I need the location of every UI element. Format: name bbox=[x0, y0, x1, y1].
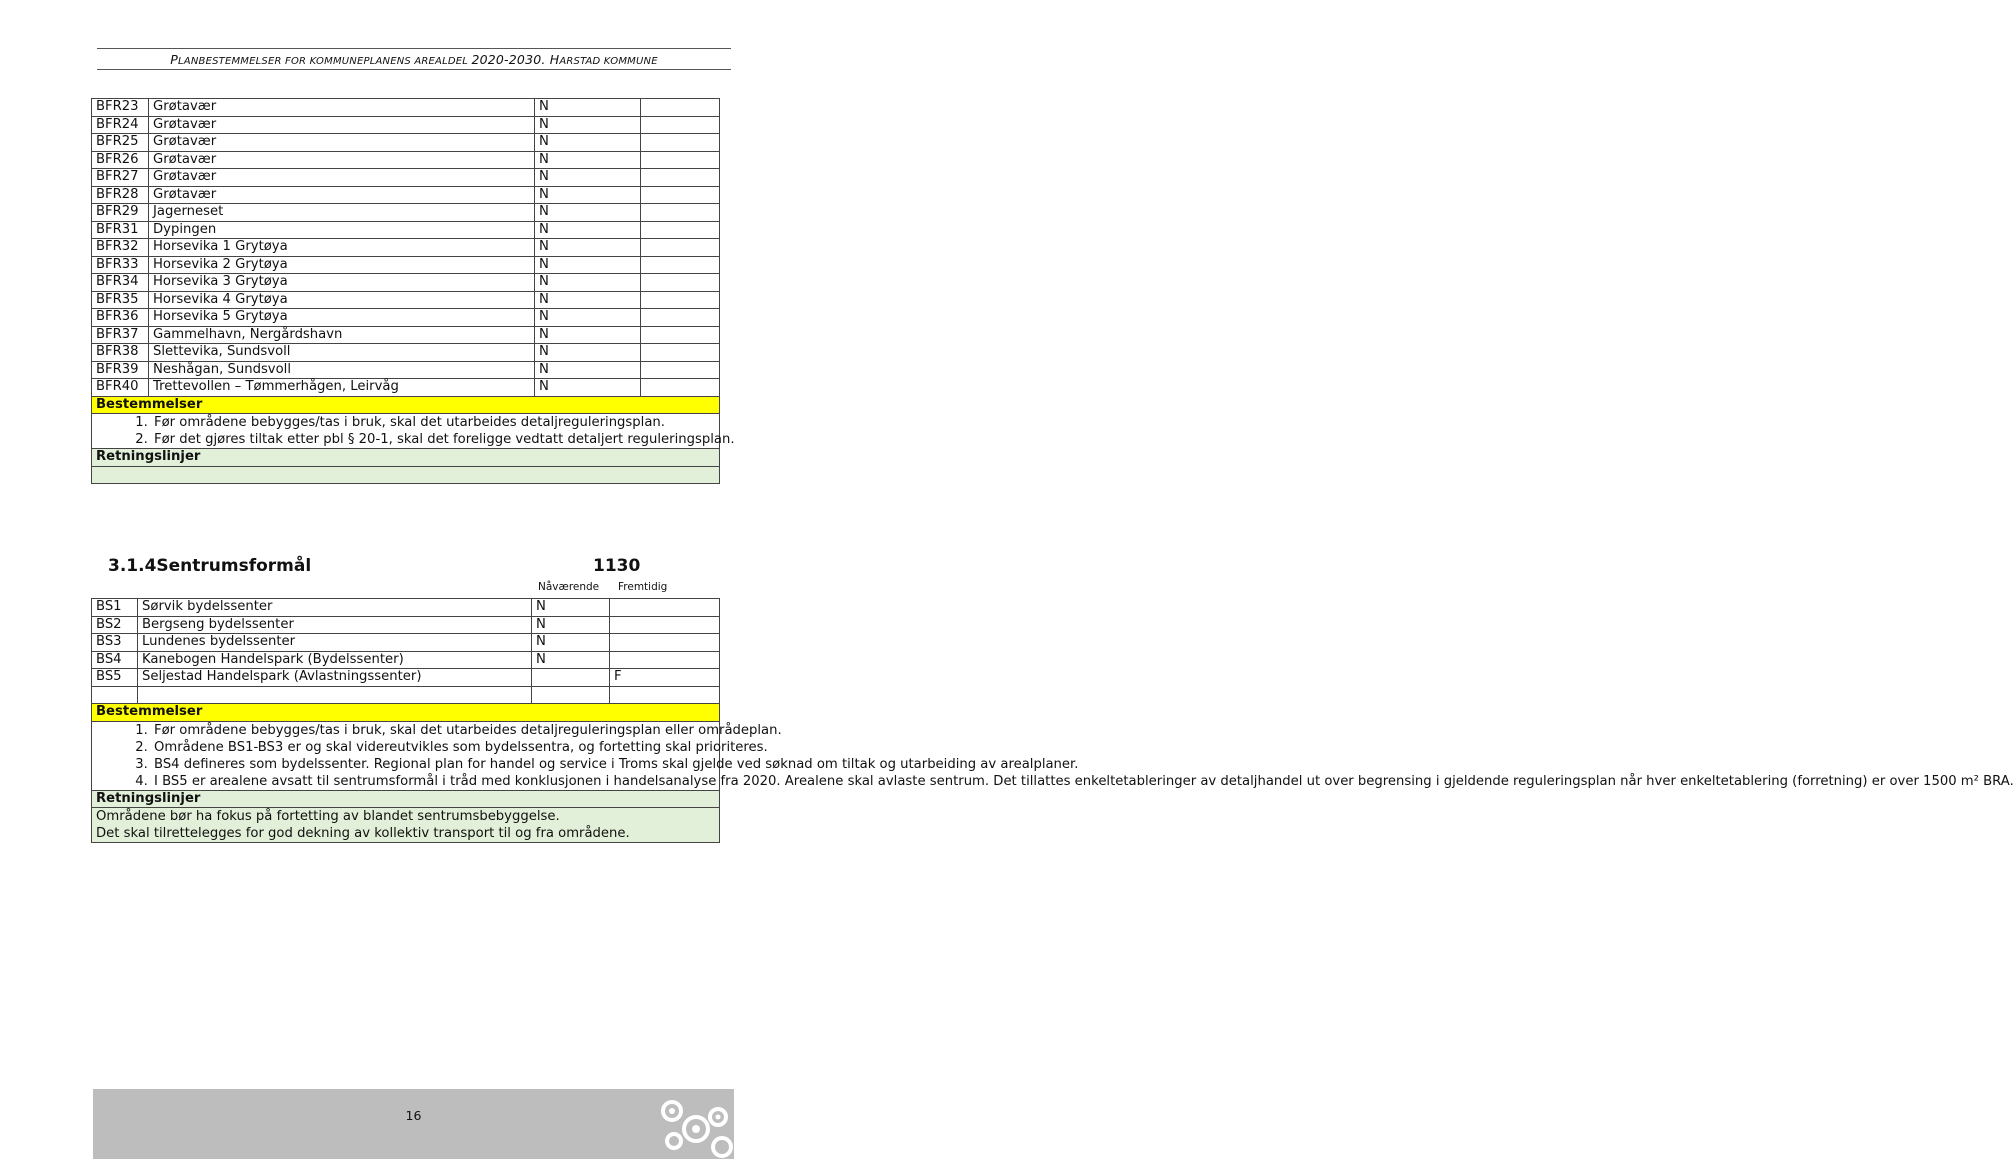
table-row bbox=[92, 116, 720, 134]
table-row bbox=[92, 599, 720, 617]
status-future bbox=[641, 256, 720, 274]
area-name: Horsevika 2 Grytøya bbox=[149, 256, 535, 274]
status-future bbox=[610, 634, 720, 652]
area-name: Lundenes bydelssenter bbox=[138, 634, 532, 652]
status-future bbox=[641, 291, 720, 309]
bestemmelser-cell bbox=[92, 721, 2014, 790]
area-code: BFR33 bbox=[92, 256, 149, 274]
rule-item: 4. I BS5 er arealene avsatt til sentrumsformål i tråd med konklusjonen i handelsanalyse fra 2020. Arealene skal avlaste sentrum. Det tillattes enkeltetableringer av detaljhandel ut over begrensing i gjeldende reguleringsplan når hver enkeltetablering (forretning) er over 1500 m² BRA. bbox=[152, 773, 715, 790]
table-row bbox=[92, 344, 720, 362]
status-now: N bbox=[532, 599, 610, 617]
rule-item: 1. Før områdene bebygges/tas i bruk, skal det utarbeides detaljreguleringsplan eller områdeplan. bbox=[152, 722, 715, 739]
status-future bbox=[641, 151, 720, 169]
area-name: Horsevika 4 Grytøya bbox=[149, 291, 535, 309]
area-name: Grøtavær bbox=[149, 116, 535, 134]
area-code: BFR24 bbox=[92, 116, 149, 134]
area-code: BFR38 bbox=[92, 344, 149, 362]
status-future bbox=[641, 379, 720, 397]
table-row bbox=[92, 186, 720, 204]
retningslinjer-text bbox=[92, 466, 720, 484]
bestemmelser-list bbox=[96, 722, 2014, 790]
header-rule-bottom bbox=[97, 69, 731, 70]
area-name bbox=[138, 686, 532, 704]
area-name: Trettevollen – Tømmerhågen, Leirvåg bbox=[149, 379, 535, 397]
status-now bbox=[532, 686, 610, 704]
table-row bbox=[92, 309, 720, 327]
status-future bbox=[641, 186, 720, 204]
rule-item: 2. Før det gjøres tiltak etter pbl § 20-1, skal det foreligge vedtatt detaljert reguleringsplan. bbox=[152, 431, 715, 448]
table-row bbox=[92, 379, 720, 397]
table-row bbox=[92, 221, 720, 239]
status-now: N bbox=[535, 326, 641, 344]
status-future bbox=[641, 274, 720, 292]
area-name: Dypingen bbox=[149, 221, 535, 239]
status-future bbox=[641, 221, 720, 239]
area-code: BFR28 bbox=[92, 186, 149, 204]
status-now: N bbox=[535, 221, 641, 239]
rule-item: 2. Områdene BS1-BS3 er og skal videreutvikles som bydelssentra, og fortetting skal prioriteres. bbox=[152, 739, 715, 756]
status-future bbox=[641, 99, 720, 117]
table-row bbox=[92, 669, 720, 687]
area-name: Horsevika 5 Grytøya bbox=[149, 309, 535, 327]
table-row bbox=[92, 204, 720, 222]
area-name: Seljestad Handelspark (Avlastningssenter) bbox=[138, 669, 532, 687]
table-row bbox=[92, 686, 720, 704]
bs-table bbox=[91, 598, 2014, 843]
section-heading bbox=[108, 556, 311, 576]
status-now: N bbox=[535, 361, 641, 379]
retningslinjer-line: Områdene bør ha fokus på fortetting av blandet sentrumsbebyggelse. bbox=[96, 809, 560, 824]
area-name: Grøtavær bbox=[149, 169, 535, 187]
area-code: BFR23 bbox=[92, 99, 149, 117]
table-row bbox=[92, 326, 720, 344]
area-code: BFR40 bbox=[92, 379, 149, 397]
area-name: Grøtavær bbox=[149, 186, 535, 204]
area-name: Grøtavær bbox=[149, 151, 535, 169]
area-code: BFR29 bbox=[92, 204, 149, 222]
bestemmelser-cell bbox=[92, 414, 735, 449]
area-name: Jagerneset bbox=[149, 204, 535, 222]
status-now: N bbox=[535, 344, 641, 362]
area-code: BFR32 bbox=[92, 239, 149, 257]
area-name: Grøtavær bbox=[149, 99, 535, 117]
table-row bbox=[92, 99, 720, 117]
status-now: N bbox=[532, 634, 610, 652]
table-row bbox=[92, 256, 720, 274]
table-row bbox=[92, 274, 720, 292]
area-code: BS2 bbox=[92, 616, 138, 634]
table-row bbox=[92, 239, 720, 257]
status-now: N bbox=[535, 379, 641, 397]
status-future bbox=[641, 204, 720, 222]
header-rule-top bbox=[97, 48, 731, 49]
area-code: BFR36 bbox=[92, 309, 149, 327]
area-name: Horsevika 1 Grytøya bbox=[149, 239, 535, 257]
area-name: Gammelhavn, Nergårdshavn bbox=[149, 326, 535, 344]
retningslinjer-line: Det skal tilrettelegges for god dekning av kollektiv transport til og fra områdene. bbox=[96, 826, 630, 841]
status-now: N bbox=[535, 239, 641, 257]
status-future: F bbox=[610, 669, 720, 687]
area-code: BFR27 bbox=[92, 169, 149, 187]
status-now: N bbox=[535, 134, 641, 152]
status-future bbox=[641, 169, 720, 187]
header-title-part: LANBESTEMMELSER FOR KOMMUNEPLANENS AREALDEL bbox=[178, 56, 472, 67]
status-now: N bbox=[535, 291, 641, 309]
area-code: BFR26 bbox=[92, 151, 149, 169]
status-future bbox=[641, 309, 720, 327]
area-name: Sørvik bydelssenter bbox=[138, 599, 532, 617]
header-title-part: P bbox=[170, 52, 179, 67]
status-now: N bbox=[535, 186, 641, 204]
area-code: BFR39 bbox=[92, 361, 149, 379]
area-code: BFR25 bbox=[92, 134, 149, 152]
area-code: BS3 bbox=[92, 634, 138, 652]
section-code: 1130 bbox=[593, 556, 641, 576]
area-code: BFR31 bbox=[92, 221, 149, 239]
area-name: Bergseng bydelssenter bbox=[138, 616, 532, 634]
area-name: Neshågan, Sundsvoll bbox=[149, 361, 535, 379]
area-code: BS5 bbox=[92, 669, 138, 687]
table-row bbox=[92, 134, 720, 152]
area-code: BS4 bbox=[92, 651, 138, 669]
table-row bbox=[92, 169, 720, 187]
area-name: Grøtavær bbox=[149, 134, 535, 152]
status-future bbox=[641, 361, 720, 379]
area-code: BS1 bbox=[92, 599, 138, 617]
status-now: N bbox=[535, 151, 641, 169]
status-future bbox=[641, 116, 720, 134]
area-name: Kanebogen Handelspark (Bydelssenter) bbox=[138, 651, 532, 669]
area-code: BFR35 bbox=[92, 291, 149, 309]
status-now: N bbox=[535, 256, 641, 274]
status-now: N bbox=[535, 99, 641, 117]
area-code: BFR37 bbox=[92, 326, 149, 344]
status-now: N bbox=[535, 169, 641, 187]
bestemmelser-heading: Bestemmelser bbox=[92, 396, 720, 414]
area-name: Slettevika, Sundsvoll bbox=[149, 344, 535, 362]
table-row bbox=[92, 634, 720, 652]
status-future bbox=[641, 239, 720, 257]
status-future bbox=[610, 651, 720, 669]
rule-item: 3. BS4 defineres som bydelssenter. Regional plan for handel og service i Troms skal gjelde ved søknad om tiltak og utarbeiding av arealplaner. bbox=[152, 756, 715, 773]
area-code: BFR34 bbox=[92, 274, 149, 292]
status-future bbox=[610, 599, 720, 617]
retningslinjer-heading: Retningslinjer bbox=[92, 449, 720, 467]
status-now bbox=[532, 669, 610, 687]
status-now: N bbox=[535, 309, 641, 327]
status-future bbox=[610, 686, 720, 704]
status-now: N bbox=[532, 616, 610, 634]
status-now: N bbox=[535, 274, 641, 292]
status-now: N bbox=[535, 204, 641, 222]
gears-logo-icon bbox=[634, 1089, 734, 1159]
table-row bbox=[92, 151, 720, 169]
section-number: 3.1.4 bbox=[108, 556, 157, 576]
area-code bbox=[92, 686, 138, 704]
bestemmelser-list bbox=[96, 414, 735, 448]
header-title-part: ARSTAD KOMMUNE bbox=[559, 56, 658, 67]
area-name: Horsevika 3 Grytøya bbox=[149, 274, 535, 292]
status-future bbox=[641, 344, 720, 362]
page-footer bbox=[93, 1089, 734, 1159]
table-row bbox=[92, 616, 720, 634]
table-row bbox=[92, 651, 720, 669]
column-label-future: Fremtidig bbox=[618, 581, 668, 593]
bfr-table bbox=[91, 98, 735, 484]
table-row bbox=[92, 361, 720, 379]
rule-item: 1. Før områdene bebygges/tas i bruk, skal det utarbeides detaljreguleringsplan. bbox=[152, 414, 715, 431]
table-row bbox=[92, 291, 720, 309]
column-label-now: Nåværende bbox=[538, 581, 600, 593]
retningslinjer-cell bbox=[92, 808, 720, 843]
bestemmelser-heading: Bestemmelser bbox=[92, 704, 720, 722]
retningslinjer-heading: Retningslinjer bbox=[92, 790, 720, 808]
page-header-title bbox=[97, 52, 731, 67]
status-future bbox=[641, 134, 720, 152]
page-number: 16 bbox=[405, 1108, 422, 1123]
status-future bbox=[610, 616, 720, 634]
section-title: Sentrumsformål bbox=[156, 556, 312, 576]
status-now: N bbox=[535, 116, 641, 134]
status-future bbox=[641, 326, 720, 344]
header-title-part: 2020-2030. H bbox=[471, 52, 560, 67]
status-now: N bbox=[532, 651, 610, 669]
